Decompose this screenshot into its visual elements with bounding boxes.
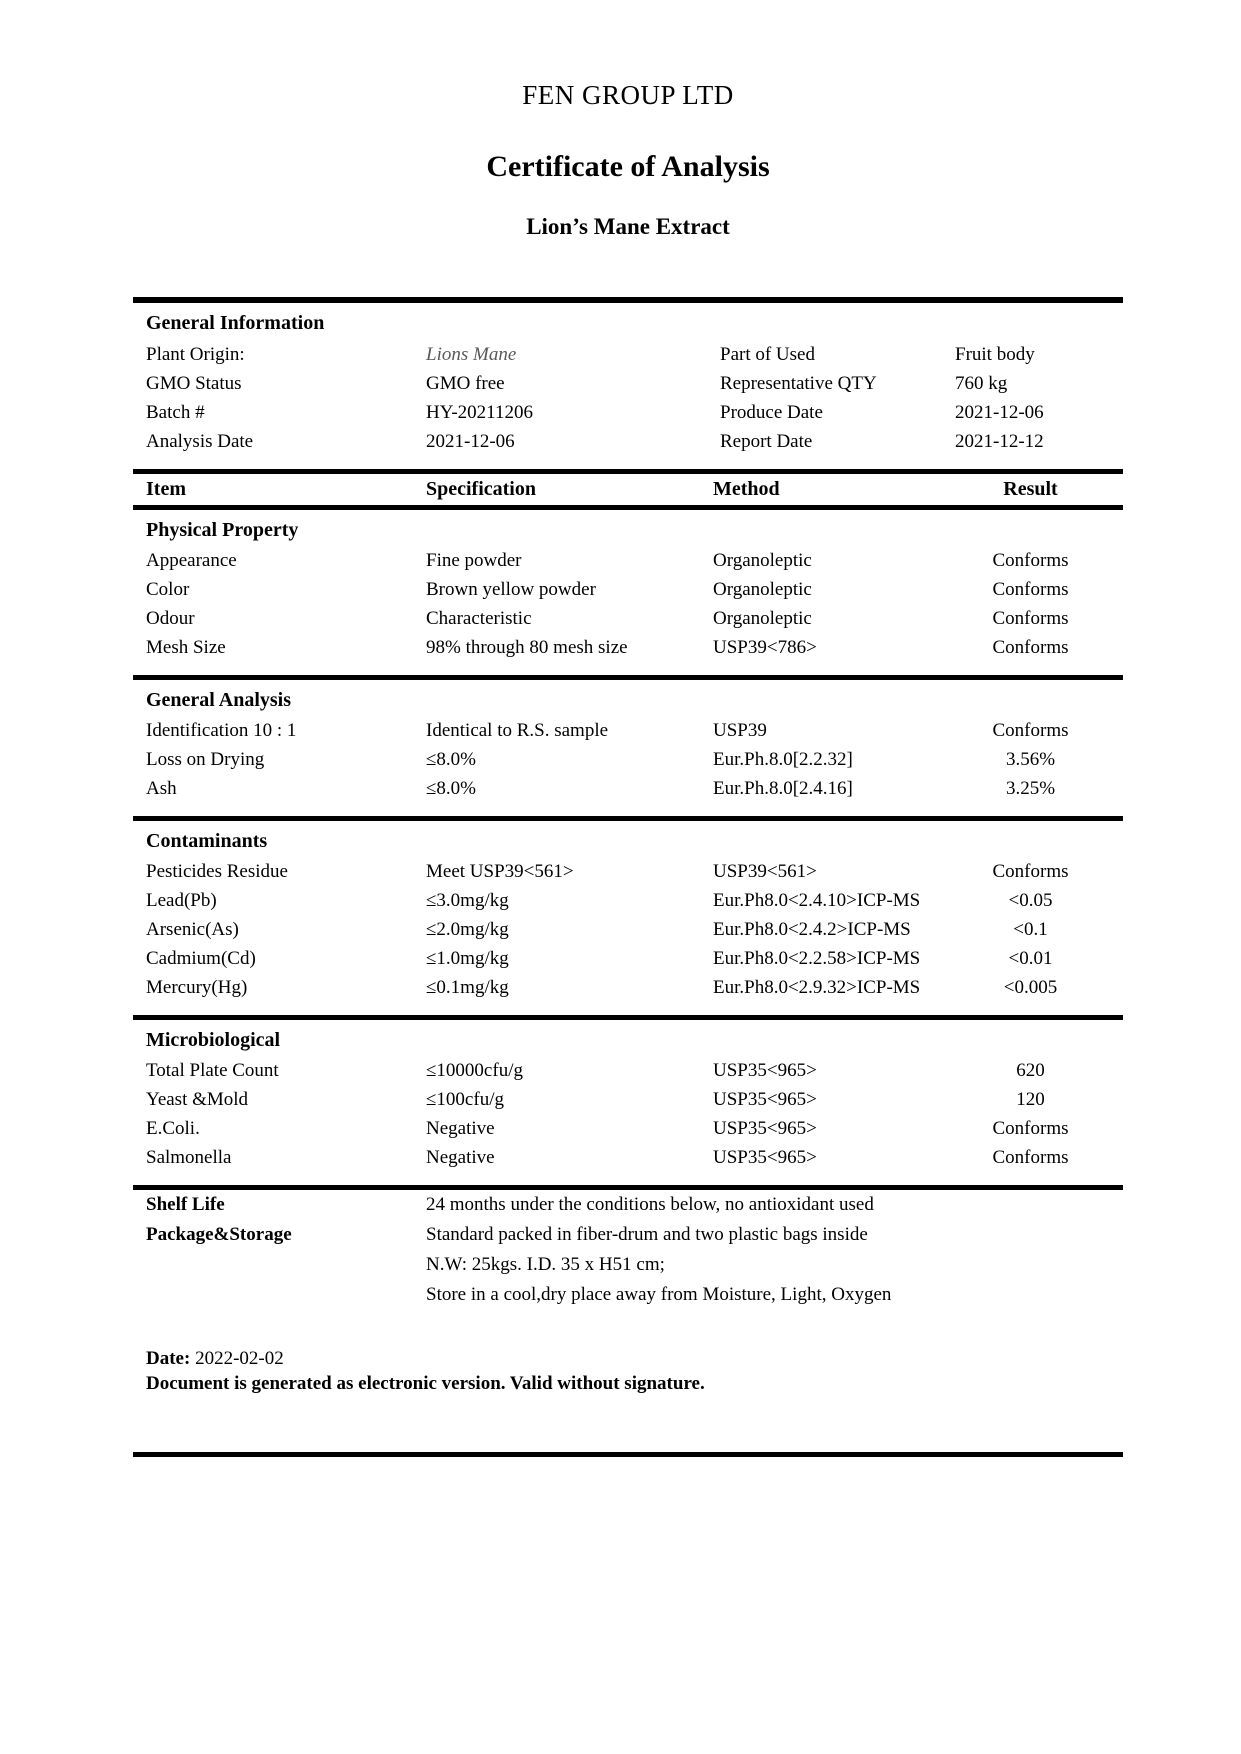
cell-result: 3.56% bbox=[1005, 749, 1056, 770]
cell-spec: Negative bbox=[426, 1118, 495, 1139]
cell-result: Conforms bbox=[992, 1118, 1069, 1139]
cell-method: USP39 bbox=[713, 720, 767, 741]
section-title: General Analysis bbox=[146, 689, 292, 711]
cell-method: USP35<965> bbox=[713, 1060, 817, 1081]
shelf-life-value: 24 months under the conditions below, no antioxidant used bbox=[426, 1194, 874, 1215]
date-value: 2022-02-02 bbox=[195, 1348, 284, 1369]
info-value: 2021-12-12 bbox=[955, 431, 1044, 452]
cell-item: Cadmium(Cd) bbox=[146, 948, 256, 969]
product-name: Lion’s Mane Extract bbox=[526, 214, 730, 239]
column-header-specification: Specification bbox=[426, 478, 536, 500]
table-row bbox=[133, 857, 1123, 886]
cell-spec: Negative bbox=[426, 1147, 495, 1168]
table-row bbox=[133, 575, 1123, 604]
storage-section bbox=[133, 1190, 1123, 1310]
cell-result: Conforms bbox=[992, 579, 1069, 600]
divider-bottom bbox=[133, 1452, 1123, 1457]
cell-result: 620 bbox=[1016, 1060, 1045, 1081]
table-row bbox=[133, 944, 1123, 973]
table-row bbox=[133, 1085, 1123, 1114]
package-storage-value: Store in a cool,dry place away from Moisture, Light, Oxygen bbox=[426, 1284, 892, 1305]
table-row bbox=[133, 1114, 1123, 1143]
cell-item: Odour bbox=[146, 608, 195, 629]
cell-item: Mesh Size bbox=[146, 637, 226, 658]
cell-method: Eur.Ph8.0<2.4.10>ICP-MS bbox=[713, 890, 921, 911]
info-label: Report Date bbox=[720, 431, 813, 452]
info-value: Fruit body bbox=[955, 344, 1035, 365]
results-table-body bbox=[133, 510, 1123, 1190]
info-label: Representative QTY bbox=[720, 373, 877, 394]
general-info-row bbox=[133, 340, 1123, 369]
cell-spec: Characteristic bbox=[426, 608, 532, 629]
column-header-item: Item bbox=[146, 478, 186, 500]
cell-method: Eur.Ph.8.0[2.2.32] bbox=[713, 749, 853, 770]
table-section bbox=[133, 680, 1123, 816]
package-storage-row bbox=[133, 1250, 1123, 1280]
cell-result: 3.25% bbox=[1005, 778, 1056, 799]
cell-result: Conforms bbox=[992, 608, 1069, 629]
cell-spec: ≤2.0mg/kg bbox=[426, 919, 509, 940]
cell-method: Organoleptic bbox=[713, 608, 812, 629]
cell-method: Organoleptic bbox=[713, 550, 812, 571]
general-info-row bbox=[133, 398, 1123, 427]
info-value: GMO free bbox=[426, 373, 505, 394]
cell-spec: ≤8.0% bbox=[426, 749, 477, 770]
cell-item: Pesticides Residue bbox=[146, 861, 288, 882]
date-line bbox=[146, 1346, 1123, 1371]
cell-spec: Fine powder bbox=[426, 550, 522, 571]
cell-spec: Identical to R.S. sample bbox=[426, 720, 609, 741]
table-row bbox=[133, 633, 1123, 662]
info-label: Analysis Date bbox=[146, 431, 254, 452]
cell-item: Salmonella bbox=[146, 1147, 232, 1168]
table-row bbox=[133, 1056, 1123, 1085]
document-footer bbox=[133, 1346, 1123, 1396]
section-title: Contaminants bbox=[146, 830, 268, 852]
table-row bbox=[133, 716, 1123, 745]
cell-method: USP35<965> bbox=[713, 1118, 817, 1139]
info-label: Part of Used bbox=[720, 344, 815, 365]
cell-method: Eur.Ph.8.0[2.4.16] bbox=[713, 778, 853, 799]
cell-item: Mercury(Hg) bbox=[146, 977, 248, 998]
cell-spec: 98% through 80 mesh size bbox=[426, 637, 628, 658]
table-section bbox=[133, 510, 1123, 675]
cell-result: 120 bbox=[1016, 1089, 1045, 1110]
column-header-method: Method bbox=[713, 478, 780, 500]
cell-result: Conforms bbox=[992, 861, 1069, 882]
info-value: Lions Mane bbox=[426, 344, 517, 365]
table-header-row bbox=[133, 474, 1123, 505]
cell-result: Conforms bbox=[992, 550, 1069, 571]
table-row bbox=[133, 973, 1123, 1002]
cell-method: Eur.Ph8.0<2.2.58>ICP-MS bbox=[713, 948, 921, 969]
shelf-life-row bbox=[133, 1190, 1123, 1220]
cell-method: Organoleptic bbox=[713, 579, 812, 600]
validity-note: Document is generated as electronic version. Valid without signature. bbox=[146, 1373, 705, 1394]
general-info-row bbox=[133, 427, 1123, 456]
package-storage-value: Standard packed in fiber-drum and two plastic bags inside bbox=[426, 1224, 868, 1245]
cell-result: Conforms bbox=[992, 637, 1069, 658]
table-section bbox=[133, 821, 1123, 1015]
package-storage-label: Package&Storage bbox=[146, 1224, 292, 1245]
info-value: 2021-12-06 bbox=[955, 402, 1044, 423]
general-info-row bbox=[133, 369, 1123, 398]
general-info-section bbox=[133, 303, 1123, 469]
cell-result: <0.05 bbox=[1008, 890, 1053, 911]
table-row bbox=[133, 546, 1123, 575]
info-label: Plant Origin: bbox=[146, 344, 245, 365]
cell-item: Loss on Drying bbox=[146, 749, 265, 770]
cell-spec: Brown yellow powder bbox=[426, 579, 596, 600]
cell-spec: ≤10000cfu/g bbox=[426, 1060, 523, 1081]
cell-spec: ≤1.0mg/kg bbox=[426, 948, 509, 969]
date-label: Date: bbox=[146, 1348, 191, 1369]
table-row bbox=[133, 915, 1123, 944]
table-section bbox=[133, 1020, 1123, 1185]
shelf-life-label: Shelf Life bbox=[146, 1194, 225, 1215]
cell-result: <0.01 bbox=[1008, 948, 1053, 969]
cell-result: <0.005 bbox=[1003, 977, 1058, 998]
table-row bbox=[133, 886, 1123, 915]
cell-spec: ≤0.1mg/kg bbox=[426, 977, 509, 998]
package-storage-row bbox=[133, 1220, 1123, 1250]
info-value: HY-20211206 bbox=[426, 402, 533, 423]
table-row bbox=[133, 745, 1123, 774]
cell-result: <0.1 bbox=[1013, 919, 1048, 940]
cell-item: Total Plate Count bbox=[146, 1060, 279, 1081]
info-label: GMO Status bbox=[146, 373, 242, 394]
package-storage-value: N.W: 25kgs. I.D. 35 x H51 cm; bbox=[426, 1254, 665, 1275]
document-title: Certificate of Analysis bbox=[486, 150, 770, 183]
company-name: FEN GROUP LTD bbox=[522, 80, 734, 110]
document-content bbox=[133, 0, 1123, 1457]
table-row bbox=[133, 604, 1123, 633]
info-value: 760 kg bbox=[955, 373, 1008, 394]
package-storage-row bbox=[133, 1280, 1123, 1310]
cell-method: USP35<965> bbox=[713, 1089, 817, 1110]
section-title: Physical Property bbox=[146, 519, 299, 541]
info-label: Batch # bbox=[146, 402, 205, 423]
cell-item: Color bbox=[146, 579, 190, 600]
cell-spec: ≤8.0% bbox=[426, 778, 477, 799]
cell-method: USP39<786> bbox=[713, 637, 817, 658]
section-title: Microbiological bbox=[146, 1029, 281, 1051]
cell-method: Eur.Ph8.0<2.4.2>ICP-MS bbox=[713, 919, 911, 940]
cell-method: Eur.Ph8.0<2.9.32>ICP-MS bbox=[713, 977, 921, 998]
cell-spec: ≤100cfu/g bbox=[426, 1089, 504, 1110]
cell-spec: Meet USP39<561> bbox=[426, 861, 574, 882]
cell-result: Conforms bbox=[992, 1147, 1069, 1168]
info-value: 2021-12-06 bbox=[426, 431, 515, 452]
cell-item: Identification 10 : 1 bbox=[146, 720, 297, 741]
cell-spec: ≤3.0mg/kg bbox=[426, 890, 509, 911]
cell-method: USP39<561> bbox=[713, 861, 817, 882]
cell-result: Conforms bbox=[992, 720, 1069, 741]
cell-method: USP35<965> bbox=[713, 1147, 817, 1168]
table-row bbox=[133, 1143, 1123, 1172]
table-row bbox=[133, 774, 1123, 803]
column-header-result: Result bbox=[1003, 478, 1058, 500]
cell-item: E.Coli. bbox=[146, 1118, 200, 1139]
info-label: Produce Date bbox=[720, 402, 823, 423]
cell-item: Appearance bbox=[146, 550, 237, 571]
general-info-title: General Information bbox=[146, 312, 325, 334]
cell-item: Ash bbox=[146, 778, 177, 799]
cell-item: Arsenic(As) bbox=[146, 919, 239, 940]
cell-item: Lead(Pb) bbox=[146, 890, 217, 911]
cell-item: Yeast &Mold bbox=[146, 1089, 249, 1110]
